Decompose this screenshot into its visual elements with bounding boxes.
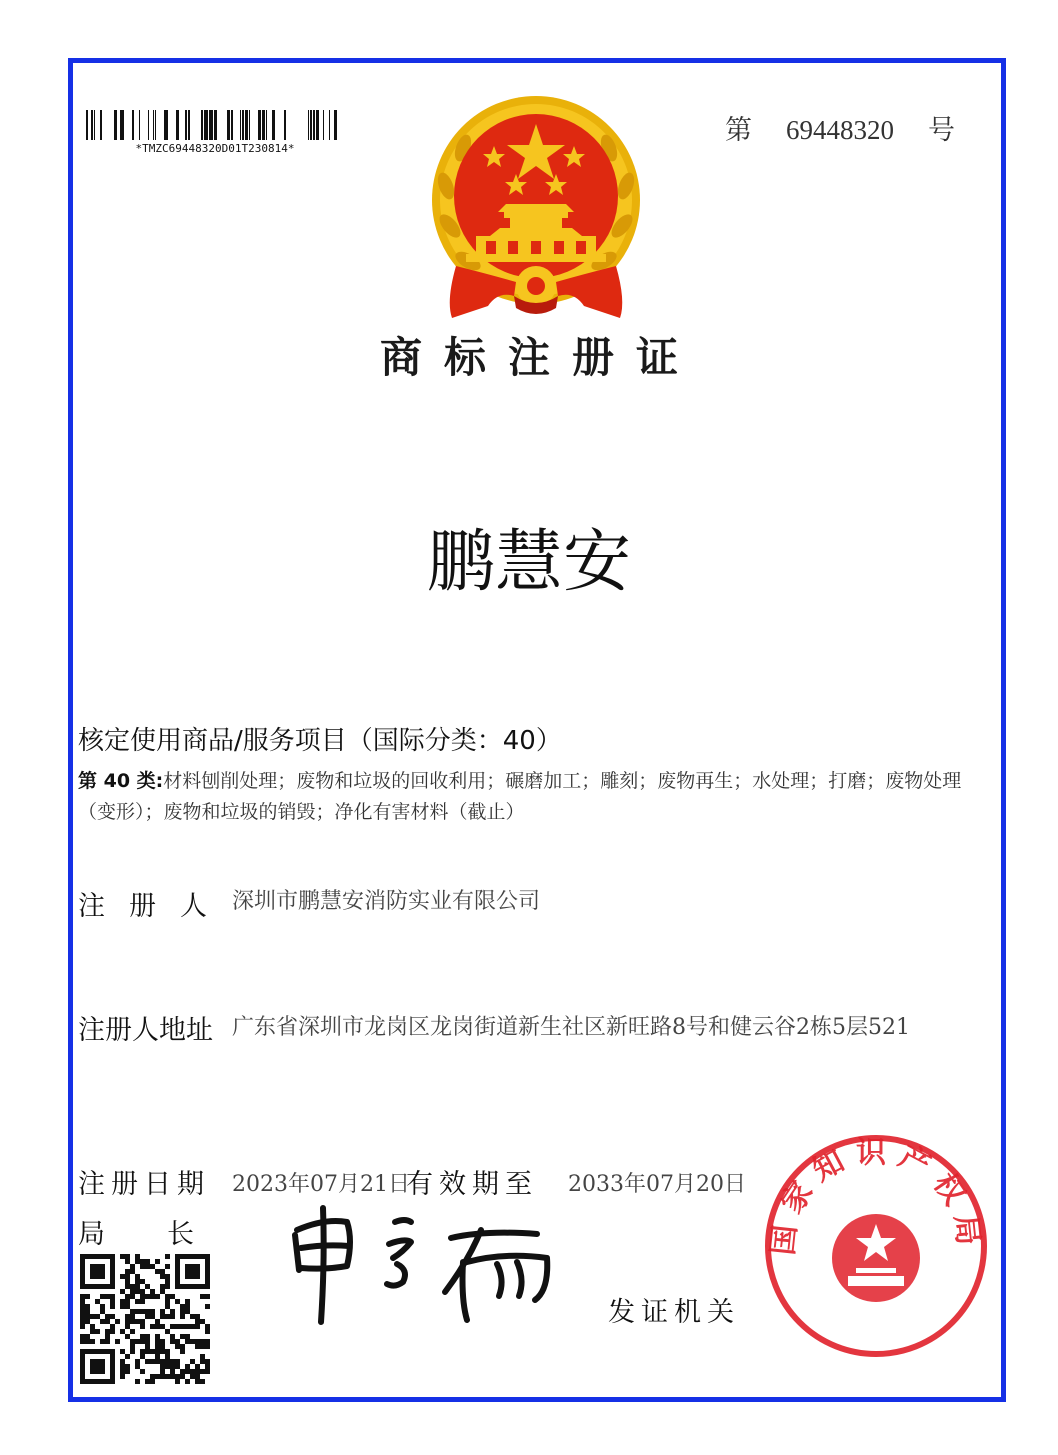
qr-code — [80, 1254, 210, 1384]
director-label — [78, 1212, 194, 1251]
certificate-title: 商标注册证 — [379, 333, 700, 382]
trademark-name: 鹏慧安 — [426, 523, 631, 602]
goods-services-list — [78, 766, 983, 828]
issuing-authority-label: 发证机关 — [608, 1297, 740, 1328]
seal-text: 国家知识产权局 — [765, 1135, 987, 1257]
goods-services-heading: 核定使用商品/服务项目（国际分类：40） — [78, 726, 562, 756]
director-label-first: 局 — [78, 1219, 105, 1250]
official-seal — [760, 1130, 992, 1362]
address-value: 广东省深圳市龙岗区龙岗街道新生社区新旺路8号和健云谷2栋5层521 — [232, 1015, 910, 1040]
national-emblem-icon — [428, 96, 644, 322]
registrant-value: 深圳市鹏慧安消防实业有限公司 — [232, 889, 541, 914]
registrant-label: 注册人 — [78, 891, 231, 922]
director-signature — [285, 1200, 565, 1330]
valid-until-value: 2033年07月20日 — [568, 1172, 746, 1197]
address-label: 注册人地址 — [78, 1015, 213, 1046]
reg-suffix: 号 — [928, 115, 955, 146]
barcode — [86, 110, 344, 140]
reg-number: 69448320 — [786, 115, 894, 145]
registration-date-label: 注册日期 — [78, 1169, 210, 1200]
registration-number — [725, 108, 955, 147]
barcode-text: *TMZC69448320D01T230814* — [135, 142, 295, 155]
director-label-last: 长 — [167, 1219, 194, 1250]
class-items: 材料刨削处理；废物和垃圾的回收利用；碾磨加工；雕刻；废物再生；水处理；打磨；废物处理（变形）；废物和垃圾的销毁；净化有害材料（截止） — [78, 770, 962, 823]
registration-date-value: 2023年07月21日 — [232, 1172, 410, 1197]
valid-until-label: 有效期至 — [406, 1169, 538, 1200]
reg-prefix: 第 — [725, 115, 752, 146]
class-label: 第 40 类: — [78, 770, 164, 792]
